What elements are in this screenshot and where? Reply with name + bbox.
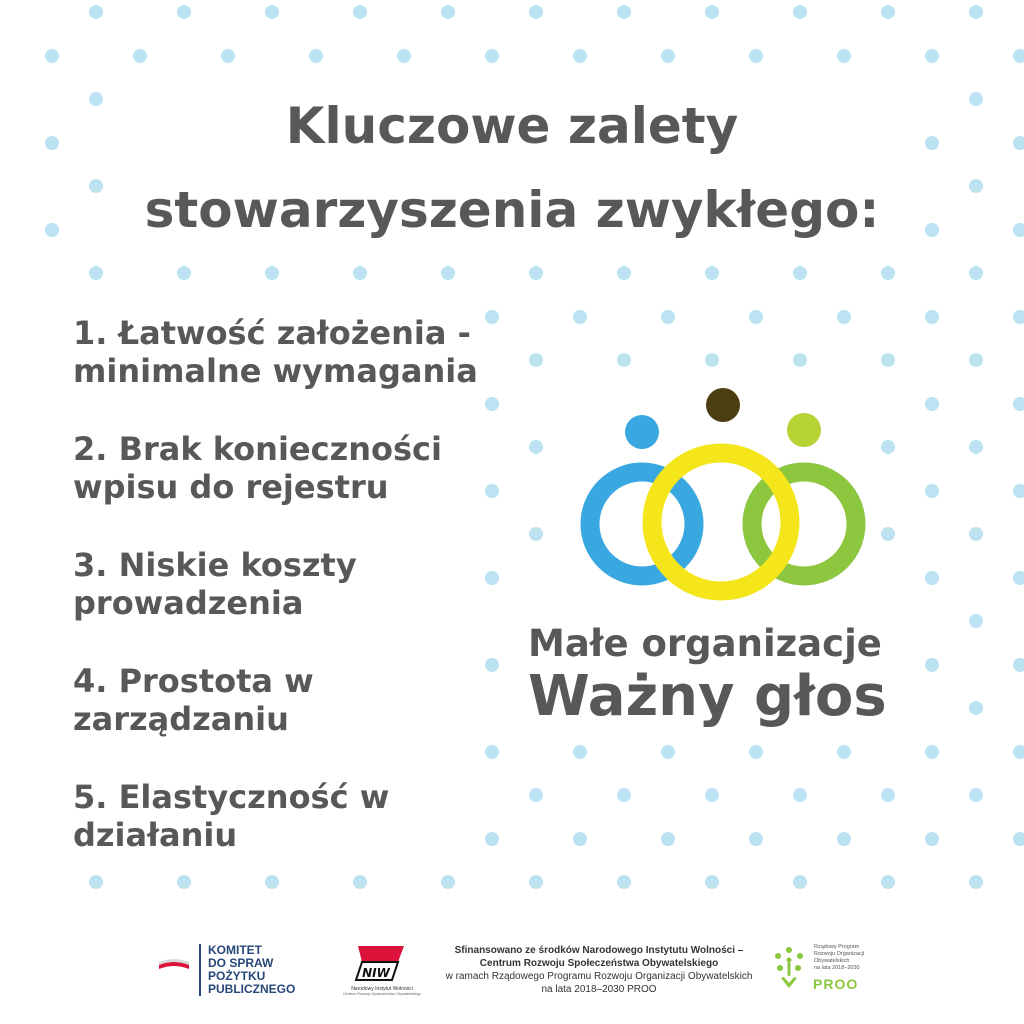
background-dot: [133, 49, 147, 63]
background-dot: [969, 266, 983, 280]
background-dot: [485, 49, 499, 63]
background-dot: [221, 49, 235, 63]
list-item-line: wpisu do rejestru: [73, 468, 389, 506]
background-dot: [661, 49, 675, 63]
background-dot: [793, 5, 807, 19]
komitet-line: PUBLICZNEGO: [208, 982, 296, 996]
yellow-ring-icon: [652, 453, 790, 591]
background-dot: [529, 440, 543, 454]
background-dot: [837, 310, 851, 324]
background-dot: [529, 788, 543, 802]
background-dot: [925, 49, 939, 63]
background-dot: [573, 49, 587, 63]
page-title: [0, 84, 1024, 252]
funding-line: Sfinansowano ze środków Narodowego Instytutu Wolności –: [454, 945, 744, 956]
background-dot: [969, 614, 983, 628]
list-item: [73, 778, 523, 854]
background-dot: [793, 788, 807, 802]
list-item: [73, 430, 523, 506]
list-item-line: minimalne wymagania: [73, 352, 478, 390]
background-dot: [1013, 745, 1024, 759]
list-item-line: zarządzaniu: [73, 700, 289, 738]
background-dot: [969, 527, 983, 541]
background-dot: [1013, 310, 1024, 324]
background-dot: [793, 875, 807, 889]
rings-logo-icon: [570, 380, 880, 620]
komitet-logo: [199, 944, 295, 996]
list-item: [73, 662, 523, 738]
list-item-line: 3. Niskie koszty: [73, 546, 357, 584]
background-dot: [1013, 484, 1024, 498]
background-dot: [925, 571, 939, 585]
background-dot: [925, 832, 939, 846]
background-dot: [925, 310, 939, 324]
background-dot: [881, 788, 895, 802]
background-dot: [177, 266, 191, 280]
green-head-icon: [787, 413, 821, 447]
niw-subcaption: Centrum Rozwoju Społeczeństwa Obywatelskiego: [342, 992, 421, 996]
list-item-line: 2. Brak konieczności: [73, 430, 442, 468]
list-item-line: 4. Prostota w: [73, 662, 314, 700]
background-dot: [881, 527, 895, 541]
logo-text-large: Ważny głos: [528, 664, 887, 729]
background-dot: [925, 745, 939, 759]
blue-head-icon: [625, 415, 659, 449]
list-item-line: działaniu: [73, 816, 238, 854]
background-dot: [969, 788, 983, 802]
background-dot: [573, 745, 587, 759]
background-dot: [529, 266, 543, 280]
background-dot: [969, 5, 983, 19]
background-dot: [881, 353, 895, 367]
background-dot: [353, 5, 367, 19]
background-dot: [573, 310, 587, 324]
background-dot: [925, 397, 939, 411]
background-dot: [969, 440, 983, 454]
dark-head-icon: [706, 388, 740, 422]
background-dot: [1013, 658, 1024, 672]
komitet-line: POŻYTKU: [208, 969, 266, 983]
background-dot: [617, 5, 631, 19]
background-dot: [749, 49, 763, 63]
title-line-1: Kluczowe zalety: [285, 97, 739, 155]
background-dot: [969, 875, 983, 889]
proo-caption-line: Rządowy Program: [814, 944, 860, 950]
background-dot: [1013, 571, 1024, 585]
proo-caption-line: Obywatelskich: [814, 958, 850, 964]
background-dot: [881, 5, 895, 19]
background-dot: [925, 658, 939, 672]
list-item-line: 5. Elastyczność w: [73, 778, 390, 816]
background-dot: [881, 266, 895, 280]
komitet-line: KOMITET: [208, 943, 262, 957]
background-dot: [793, 353, 807, 367]
poland-flag-icon: [158, 956, 190, 974]
niw-caption: Narodowy Instytut Wolności: [351, 986, 413, 992]
sponsor-footer: [0, 930, 1024, 1024]
background-dot: [969, 353, 983, 367]
background-dot: [749, 832, 763, 846]
title-line-2: stowarzyszenia zwykłego:: [144, 181, 880, 239]
proo-caption: [814, 944, 864, 972]
list-item: [73, 546, 523, 622]
background-dot: [793, 266, 807, 280]
background-dot: [529, 353, 543, 367]
background-dot: [1013, 397, 1024, 411]
background-dot: [661, 310, 675, 324]
niw-mark: NIW: [362, 966, 390, 980]
background-dot: [353, 266, 367, 280]
background-dot: [617, 266, 631, 280]
background-dot: [705, 875, 719, 889]
background-dot: [661, 745, 675, 759]
background-dot: [881, 875, 895, 889]
background-dot: [1013, 49, 1024, 63]
background-dot: [661, 832, 675, 846]
funding-line: w ramach Rządowego Programu Rozwoju Organizacji Obywatelskich: [445, 971, 753, 982]
background-dot: [705, 353, 719, 367]
background-dot: [89, 5, 103, 19]
background-dot: [925, 484, 939, 498]
list-item: [73, 314, 523, 390]
list-item-line: prowadzenia: [73, 584, 304, 622]
background-dot: [617, 353, 631, 367]
background-dot: [969, 701, 983, 715]
funding-note: [434, 944, 764, 996]
background-dot: [529, 875, 543, 889]
background-dot: [45, 49, 59, 63]
background-dot: [441, 266, 455, 280]
background-dot: [1013, 832, 1024, 846]
advantages-list: [73, 314, 523, 894]
background-dot: [837, 49, 851, 63]
background-dot: [89, 266, 103, 280]
blue-ring-icon: [590, 472, 694, 576]
proo-logo-icon: [772, 944, 806, 990]
background-dot: [529, 5, 543, 19]
background-dot: [265, 266, 279, 280]
background-dot: [749, 310, 763, 324]
background-dot: [705, 5, 719, 19]
funding-line: na lata 2018–2030 PROO: [541, 984, 657, 995]
background-dot: [529, 527, 543, 541]
funding-line: Centrum Rozwoju Społeczeństwa Obywatelskiego: [479, 958, 719, 969]
background-dot: [705, 788, 719, 802]
proo-name: PROO: [813, 976, 859, 992]
background-dot: [837, 832, 851, 846]
proo-caption-line: na lata 2018–2030: [814, 965, 860, 971]
background-dot: [705, 266, 719, 280]
background-dot: [177, 5, 191, 19]
komitet-line: DO SPRAW: [208, 956, 274, 970]
background-dot: [397, 49, 411, 63]
background-dot: [573, 832, 587, 846]
background-dot: [881, 440, 895, 454]
background-dot: [309, 49, 323, 63]
background-dot: [617, 875, 631, 889]
background-dot: [749, 745, 763, 759]
background-dot: [617, 788, 631, 802]
background-dot: [441, 5, 455, 19]
background-dot: [265, 5, 279, 19]
background-dot: [837, 745, 851, 759]
list-item-line: 1. Łatwość założenia -: [73, 314, 471, 352]
logo-text-small: Małe organizacje: [528, 622, 882, 665]
proo-caption-line: Rozwoju Organizacji: [814, 951, 865, 957]
